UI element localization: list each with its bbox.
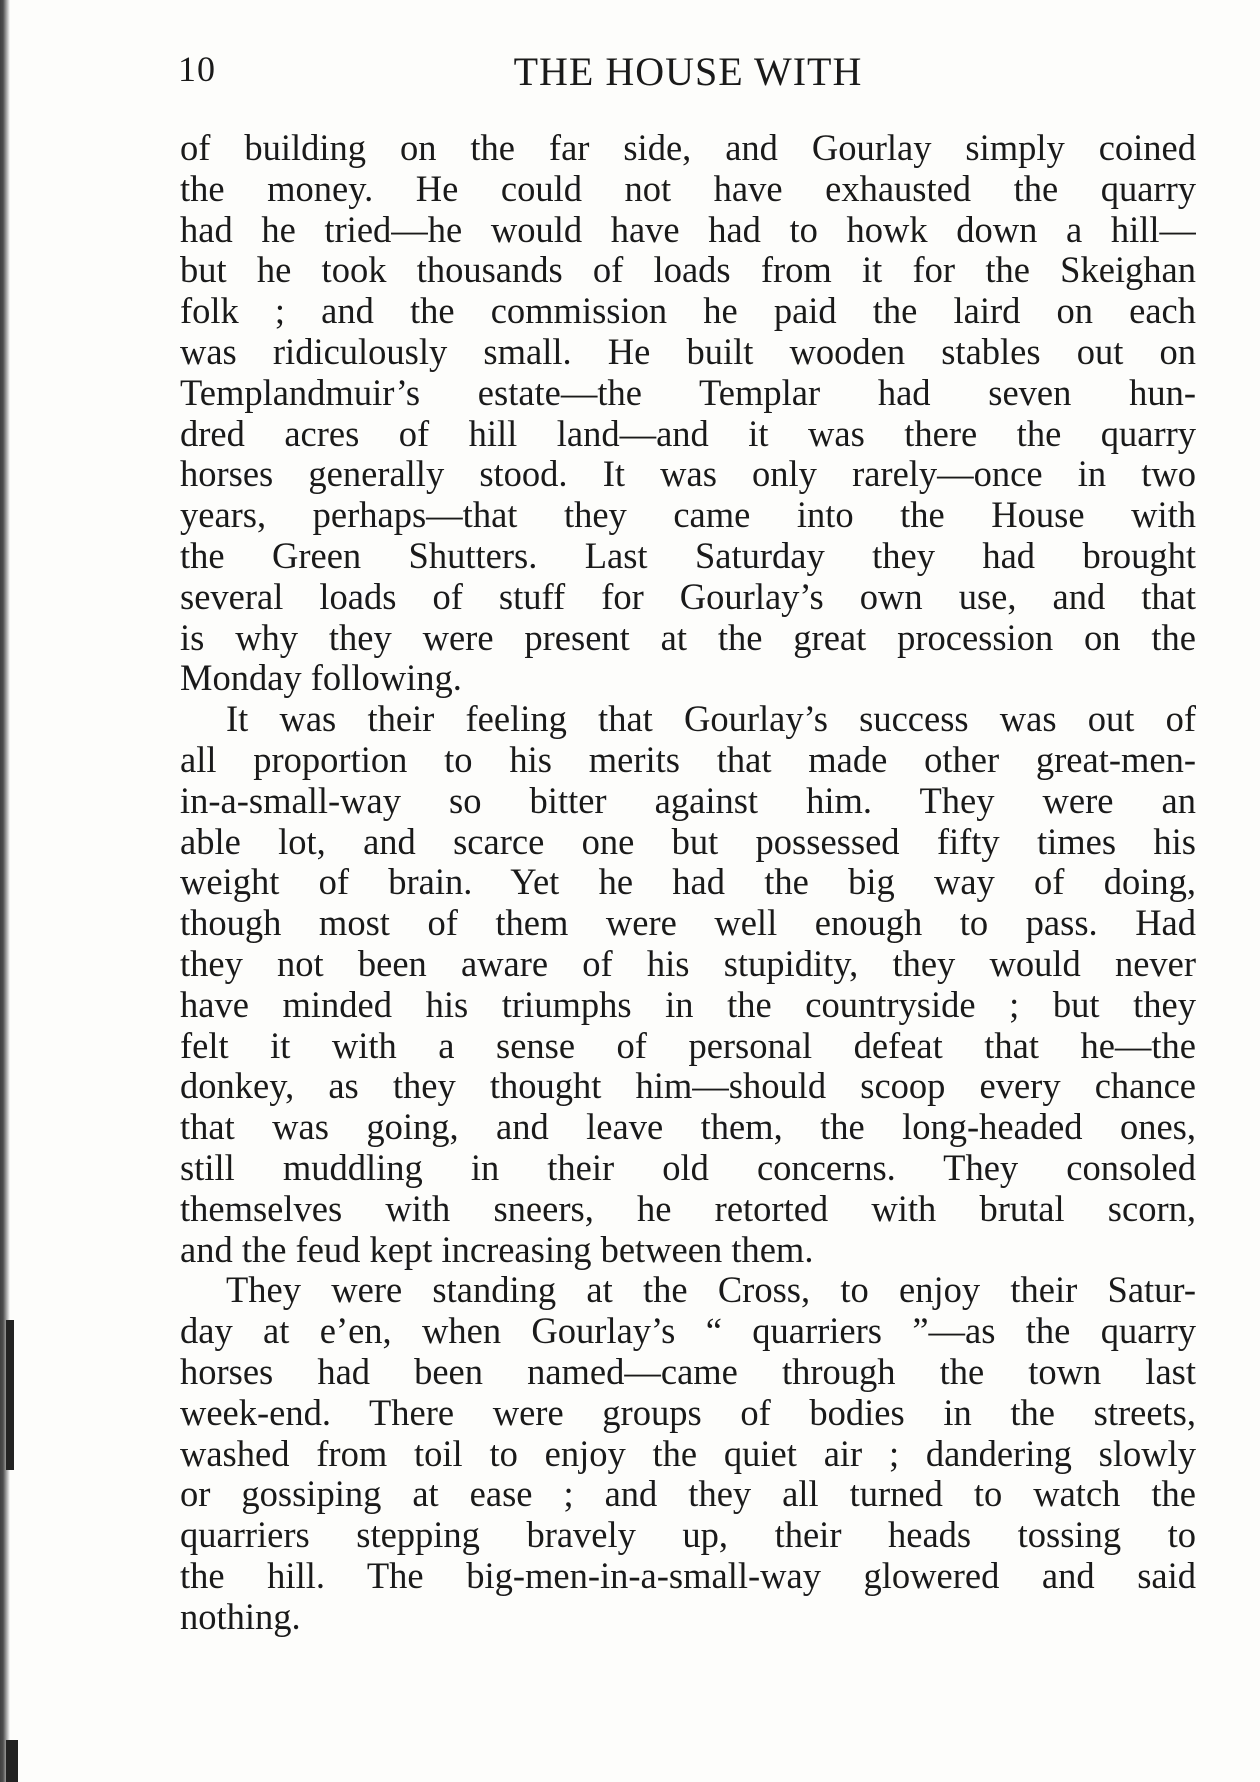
text-line: They were standing at the Cross, to enjoy their Satur- bbox=[226, 1270, 1196, 1311]
running-title: THE HOUSE WITH bbox=[513, 49, 863, 94]
text-line: of building on the far side, and Gourlay simply coined bbox=[180, 128, 1196, 168]
text-line: horses had been named—came through the town last bbox=[180, 1351, 1196, 1392]
text-line: several loads of stuff for Gourlay’s own use, and that bbox=[180, 576, 1196, 617]
text-line: It was their feeling that Gourlay’s success was out of bbox=[226, 699, 1196, 740]
text-line: had he tried—he would have had to howk down a hill— bbox=[180, 209, 1196, 250]
text-line: years, perhaps—that they came into the House with bbox=[180, 495, 1196, 536]
text-line: in-a-small-way so bitter against him. They were an bbox=[180, 780, 1196, 821]
body-text bbox=[180, 128, 1196, 1637]
text-line: week-end. There were groups of bodies in the streets, bbox=[180, 1392, 1196, 1433]
text-line: washed from toil to enjoy the quiet air ; dandering slowly bbox=[180, 1433, 1196, 1474]
text-line: weight of brain. Yet he had the big way of doing, bbox=[180, 862, 1196, 903]
text-line: day at e’en, when Gourlay’s “ quarriers ”—as the quarry bbox=[180, 1311, 1196, 1352]
text-line: quarriers stepping bravely up, their heads tossing to bbox=[180, 1515, 1196, 1556]
text-line: horses generally stood. It was only rarely—once in two bbox=[180, 454, 1196, 495]
text-line: dred acres of hill land—and it was there the quarry bbox=[180, 413, 1196, 454]
text-line: still muddling in their old concerns. They consoled bbox=[180, 1147, 1196, 1188]
paragraph bbox=[180, 699, 1196, 1270]
text-line: is why they were present at the great procession on the bbox=[180, 617, 1196, 658]
text-line: felt it with a sense of personal defeat that he—the bbox=[180, 1025, 1196, 1066]
paragraph bbox=[180, 128, 1196, 699]
text-line: folk ; and the commission he paid the laird on each bbox=[180, 291, 1196, 332]
running-head bbox=[178, 48, 1198, 98]
text-line: themselves with sneers, he retorted with brutal scorn, bbox=[180, 1188, 1196, 1229]
text-line: able lot, and scarce one but possessed fifty times his bbox=[180, 821, 1196, 862]
binding-gutter-mark bbox=[6, 1320, 14, 1470]
text-line: that was going, and leave them, the long-headed ones, bbox=[180, 1107, 1196, 1148]
text-line: or gossiping at ease ; and they all turned to watch the bbox=[180, 1474, 1196, 1515]
text-line: the hill. The big-men-in-a-small-way glowered and said bbox=[180, 1555, 1196, 1596]
text-line: Monday following. bbox=[180, 658, 462, 699]
text-line: nothing. bbox=[180, 1596, 301, 1637]
text-line: they not been aware of his stupidity, they would never bbox=[180, 943, 1196, 984]
binding-gutter-mark bbox=[6, 1740, 18, 1782]
text-line: the money. He could not have exhausted the quarry bbox=[180, 168, 1196, 209]
text-line: was ridiculously small. He built wooden stables out on bbox=[180, 331, 1196, 372]
text-line: the Green Shutters. Last Saturday they had brought bbox=[180, 535, 1196, 576]
text-line: though most of them were well enough to pass. Had bbox=[180, 903, 1196, 944]
binding-gutter-shadow bbox=[0, 0, 10, 1782]
text-line: have minded his triumphs in the countryside ; but they bbox=[180, 984, 1196, 1025]
text-line: all proportion to his merits that made other great-men- bbox=[180, 739, 1196, 780]
text-line: Templandmuir’s estate—the Templar had seven hun- bbox=[180, 372, 1196, 413]
text-line: but he took thousands of loads from it for the Skeighan bbox=[180, 250, 1196, 291]
paragraph bbox=[180, 1270, 1196, 1637]
text-line: and the feud kept increasing between them. bbox=[180, 1229, 814, 1270]
text-line: donkey, as they thought him—should scoop every chance bbox=[180, 1066, 1196, 1107]
page-number: 10 bbox=[178, 49, 216, 89]
